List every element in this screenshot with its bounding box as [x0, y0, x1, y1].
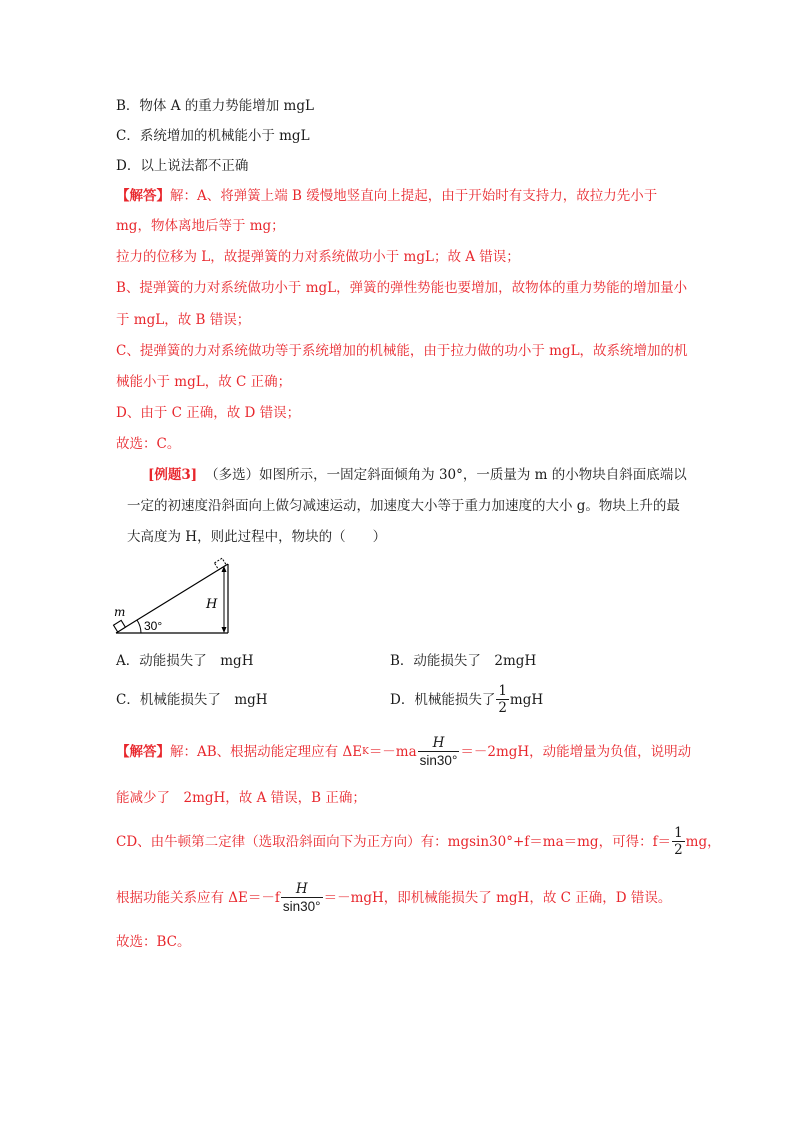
answer1-line-8: D、由于 C 正确，故 D 错误； — [116, 405, 301, 421]
fraction-half-2: $\frac{1}{2}$ — [674, 824, 683, 858]
height-arrow-head-bottom — [222, 627, 227, 633]
answer1-line-2: mg，物体离地后等于 mg； — [116, 218, 285, 234]
answer1-line-7: 械能小于 mgL，故 C 正确； — [116, 374, 292, 390]
answer1-line-6: C、提弹簧的力对系统做功等于系统增加的机械能，由于拉力做的功小于 mgL，故系统增加的机 — [116, 343, 688, 359]
answer2-line-3: CD、由牛顿第二定律（选取沿斜面向下为正方向）有：mgsin30°+f＝ma＝mg，可得：f＝ $\frac{1}{2}$ mg， — [116, 824, 721, 858]
mass-label: m — [114, 605, 126, 619]
answer1-line-9: 故选：C。 — [116, 436, 181, 452]
option-b-text: B．物体 A 的重力势能增加 mgL — [116, 98, 314, 114]
answer1-line-3: 拉力的位移为 L，故提弹簧的力对系统做功小于 mgL；故 A 错误； — [116, 249, 520, 265]
answer2-tag: 【解答】 — [116, 744, 170, 760]
example3-line-2: 一定的初速度沿斜面向上做匀减速运动，加速度大小等于重力加速度的大小 g。物块上升的最 — [127, 498, 680, 514]
answer2-line-5: 故选：BC。 — [116, 934, 191, 950]
answer1-line-1: 【解答】解：A、将弹簧上端 B 缓慢地竖直向上提起，由于开始时有支持力，故拉力先小于 — [116, 188, 658, 204]
example3-line-1: [例题3] （多选）如图所示，一固定斜面倾角为 30°，一质量为 m 的小物块自斜面底端以 — [148, 467, 687, 483]
answer1-line-4: B、提弹簧的力对系统做功小于 mgL，弹簧的弹性势能也要增加，故物体的重力势能的增加量小 — [116, 280, 688, 296]
angle-label: 30° — [144, 619, 163, 633]
fraction-h-over-sin30-2: $\frac{H}{\sin 30^\circ}$ — [282, 880, 321, 914]
example3-option-c: C．机械能损失了 mgH — [116, 692, 268, 708]
example3-tag: [例题3] — [148, 467, 198, 483]
fraction-half: $\frac{1}{2}$ — [498, 682, 507, 716]
block-bottom — [114, 620, 126, 632]
example3-option-a: A．动能损失了 mgH — [116, 653, 254, 669]
angle-arc — [137, 620, 141, 633]
answer2-line-4: 根据功能关系应有 ΔE＝－f $\frac{H}{\sin 30^\circ}$ ＝－mgH，即机械能损失了 mgH，故 C 正确，D 错误。 — [116, 880, 672, 914]
example3-option-d: D．机械能损失了 $\frac{1}{2}$ mgH — [390, 682, 544, 716]
example3-option-b: B．动能损失了 2mgH — [390, 653, 537, 669]
option-c-text: C．系统增加的机械能小于 mgL — [116, 128, 310, 144]
option-d-text: D．以上说法都不正确 — [116, 158, 249, 174]
answer2-line-1: 【解答】 解：AB、根据动能定理应有 ΔE K ＝－ma $\frac{H}{\sin 30^\circ}$ ＝－2mgH，动能增量为负值，说明动 — [116, 732, 691, 772]
fraction-h-over-sin30: $\frac{H}{\sin 30^\circ}$ — [419, 734, 458, 768]
incline-figure — [112, 554, 242, 640]
height-label: H — [206, 597, 218, 612]
answer1-tag: 【解答】 — [116, 188, 170, 204]
answer1-line-5: 于 mgL，故 B 错误； — [116, 312, 251, 328]
answer2-line-2: 能减少了 2mgH，故 A 错误，B 正确； — [116, 790, 366, 806]
example3-line-3: 大高度为 H，则此过程中，物块的（ ） — [127, 529, 387, 545]
